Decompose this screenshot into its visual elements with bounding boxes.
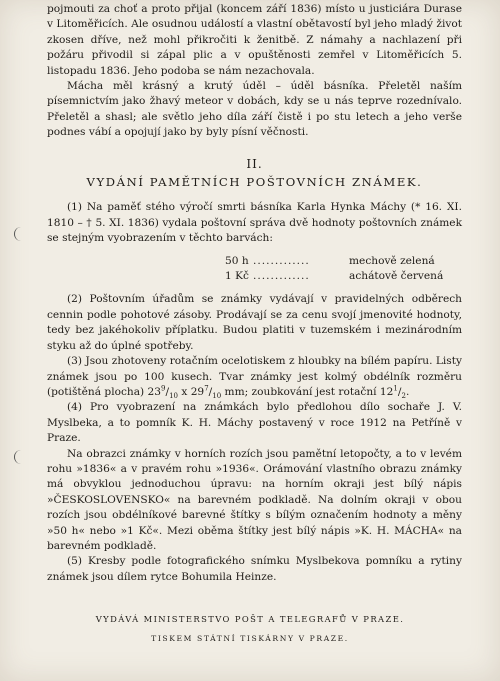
printer-line: TISKEM STÁTNÍ TISKÁRNY V PRAZE. [151, 634, 349, 643]
fraction-3-numerator: 1 [393, 384, 398, 393]
price-value: 1 Kč [225, 270, 249, 283]
paragraph-fate: Mácha měl krásný a krutý úděl – úděl básníka. Přeletěl naším písemnictvím jako žhavý meteor v dobách, kdy se u nás teprve rozednívalo. Přeletěl a shasl; ale světlo jeho díla září čistě i po stu letech a jeho verše podnes vábí a opojují jako by byly písní věčnosti. [47, 80, 462, 139]
paragraph-death: pojmouti za choť a proto přijal (koncem září 1836) místo u justiciára Durase v Litoměřicích. Ale osudnou událostí a vlastní obětavostí byl jeho mladý život zkosen dříve, než mohl přikročiti k ženitbě. Z námahy a nachlazení při požáru přivodil si zápal plic a v opuštěnosti zemřel v Litoměřicích 5. listopadu 1836. Jeho podoba se nám nezachovala. [47, 3, 462, 77]
section-number: II. [246, 156, 263, 171]
price-row [47, 269, 462, 284]
fraction-2-numerator: 7 [204, 384, 209, 393]
paragraph-3-part-a: (3) Jsou zhotoveny rotačním ocelotiskem z hloubky na bílém papíru. Listy známek jsou po 100 kusech. Tvar známky jest kolmý obdélník rozměru (potištěná plocha) 23 [47, 355, 462, 398]
paragraph-3-part-b: x 29 [177, 385, 205, 398]
document-body [47, 2, 462, 585]
price-color: mechově zelená [349, 254, 435, 267]
paragraph-5: Na obrazci známky v horních rozích jsou pamětní letopočty, a to v levém rohu »1836« a v pravém rohu »1936«. Orámování vlastního obrazu známky má obvyklou jednoduchou úpravu: na horním okraji jest bílý nápis »ČESKOSLOVENSKO« na barevném podkladě. Na dolním okraji v obou rozích jsou obdélníkové barevné štítky s bílým označením hodnoty a měny »50 h« nebo »1 Kč«. Mezi oběma štítky jest bílý nápis »K. H. MÁCHA« na barevném podkladě. [47, 447, 462, 552]
price-dots: ............. [253, 254, 310, 267]
price-value: 50 h [225, 254, 249, 267]
paragraph-6: (5) Kresby podle fotografického snímku Myslbekova pomníku a rytiny známek jsou dílem rytce Bohumila Heinze. [47, 555, 462, 583]
paragraph-3: (3) Jsou zhotoveny rotačním ocelotiskem z hloubky na bílém papíru. Listy známek jsou po 100 kusech. Tvar známky jest kolmý obdélník rozměru (potištěná plocha) $23^9/_{10}$ x $29^7/_{10}$ mm; zoubkování jest rotační $12^1/_2$. [47, 355, 462, 401]
price-dots: ............. [253, 270, 310, 283]
paragraph-1-part-a: (1) Na paměť stého výročí smrti básníka Karla Hynka Máchy ( [67, 201, 416, 214]
price-list [47, 254, 462, 285]
fraction-1-denominator: 10 [169, 392, 178, 401]
publisher-line: VYDÁVÁ MINISTERSTVO POŠT A TELEGRAFŮ V PRAZE. [95, 614, 405, 624]
paragraph-1-part-b: * 16. XI. 1810 – † 5. XI. 1836) vydala poštovní správa dvě hodnoty poštovních známek se stejným vyobrazením v těchto barvách: [47, 201, 462, 245]
section-title: VYDÁNÍ PAMĚTNÍCH POŠTOVNÍCH ZNÁMEK. [86, 175, 423, 190]
fraction-3-denominator: 2 [401, 392, 406, 401]
paragraph-2: (2) Poštovním úřadům se známky vydávají v pravidelných odběrech cennin podle pohotové zásoby. Prodávají se za cenu svojí jmenovité hodnoty, tedy bez jakéhokoliv příplatku. Budou platiti v tuzemském i mezinárodním styku až do úplné spotřeby. [47, 293, 462, 352]
price-row [47, 254, 462, 269]
margin-mark-lower [14, 450, 23, 464]
fraction-2-denominator: 10 [212, 392, 222, 401]
paragraph-1 [47, 200, 462, 246]
fraction-1-numerator: 9 [161, 384, 166, 393]
paragraph-3-part-c: mm; zoubkování jest rotační 12 [221, 385, 394, 398]
margin-mark-upper [14, 227, 23, 241]
price-color: achátově červená [349, 270, 444, 283]
paragraph-4: (4) Pro vyobrazení na známkách bylo předlohou dílo sochaře J. V. Myslbeka, a to pomník K. H. Máchy postavený v roce 1912 na Petříně v Praze. [47, 401, 462, 445]
paragraph-3-part-d: . [405, 385, 410, 398]
